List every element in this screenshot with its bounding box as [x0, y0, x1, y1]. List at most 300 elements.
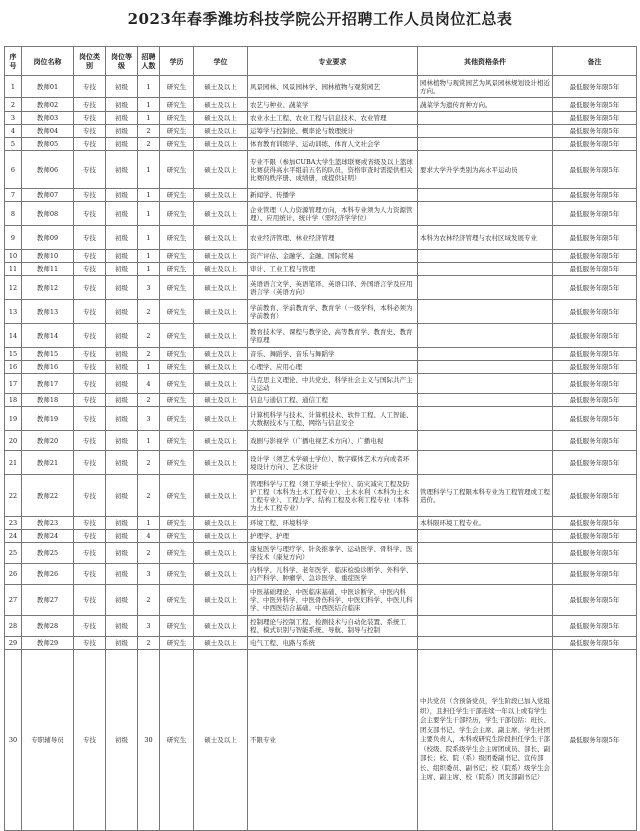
cell-count: 2 — [138, 451, 160, 475]
cell-position-level: 初级 — [106, 250, 138, 263]
cell-count: 1 — [138, 361, 160, 374]
cell-position-level: 初级 — [106, 530, 138, 543]
table-row — [5, 189, 637, 202]
cell-education: 研究生 — [160, 76, 194, 98]
cell-education: 研究生 — [160, 189, 194, 202]
cell-position-level: 初级 — [106, 189, 138, 202]
cell-other — [418, 300, 553, 324]
cell-no: 1 — [5, 76, 22, 98]
cell-education: 研究生 — [160, 431, 194, 451]
cell-major: 农艺与种业、蔬菜学 — [248, 98, 418, 112]
cell-position-name: 教师16 — [22, 361, 74, 374]
cell-major: 康复医学与理疗学、针灸推拿学、运动医学、骨科学、医学技术（康复方向） — [248, 543, 418, 564]
cell-count: 1 — [138, 76, 160, 98]
cell-no: 10 — [5, 250, 22, 263]
cell-other: 要求大学升学类别为高水平运动员 — [418, 151, 553, 189]
cell-position-name: 教师13 — [22, 300, 74, 324]
cell-no: 14 — [5, 324, 22, 348]
header-position-name: 岗位名称 — [22, 47, 74, 76]
cell-count: 1 — [138, 189, 160, 202]
cell-education: 研究生 — [160, 151, 194, 189]
cell-no: 30 — [5, 650, 22, 831]
cell-position-type: 专技 — [74, 475, 106, 517]
cell-degree: 硕士及以上 — [194, 564, 248, 585]
cell-count: 2 — [138, 637, 160, 650]
cell-note: 最低服务年限5年 — [553, 112, 637, 125]
header-degree: 学位 — [194, 47, 248, 76]
cell-position-level: 初级 — [106, 361, 138, 374]
cell-major: 戏剧与影视学（广播电视艺术方向）、广播电视 — [248, 431, 418, 451]
cell-position-level: 初级 — [106, 276, 138, 300]
cell-no: 2 — [5, 98, 22, 112]
header-count: 招聘人数 — [138, 47, 160, 76]
cell-degree: 硕士及以上 — [194, 348, 248, 361]
cell-position-name: 教师05 — [22, 138, 74, 151]
cell-note: 最低服务年限5年 — [553, 475, 637, 517]
cell-position-level: 初级 — [106, 348, 138, 361]
cell-degree: 硕士及以上 — [194, 276, 248, 300]
cell-degree: 硕士及以上 — [194, 543, 248, 564]
cell-note: 最低服务年限5年 — [553, 98, 637, 112]
table-row — [5, 431, 637, 451]
cell-position-type: 专技 — [74, 394, 106, 407]
cell-degree: 硕士及以上 — [194, 374, 248, 394]
cell-no: 12 — [5, 276, 22, 300]
cell-major: 信息与通信工程、通信工程 — [248, 394, 418, 407]
table-row — [5, 250, 637, 263]
cell-major: 运筹学与控制论、概率论与数理统计 — [248, 125, 418, 138]
cell-position-type: 专技 — [74, 637, 106, 650]
cell-other — [418, 543, 553, 564]
cell-position-type: 专技 — [74, 300, 106, 324]
cell-position-name: 教师10 — [22, 250, 74, 263]
cell-note: 最低服务年限5年 — [553, 451, 637, 475]
cell-major: 电气工程、电路与系统 — [248, 637, 418, 650]
cell-position-name: 教师21 — [22, 451, 74, 475]
cell-no: 17 — [5, 374, 22, 394]
cell-count: 2 — [138, 543, 160, 564]
cell-degree: 硕士及以上 — [194, 637, 248, 650]
cell-position-name: 专职辅导员 — [22, 650, 74, 831]
cell-position-type: 专技 — [74, 263, 106, 276]
cell-education: 研究生 — [160, 98, 194, 112]
cell-major: 审计、工业工程与管理 — [248, 263, 418, 276]
cell-education: 研究生 — [160, 407, 194, 431]
cell-count: 30 — [138, 650, 160, 831]
table-body — [5, 76, 637, 831]
cell-no: 15 — [5, 348, 22, 361]
cell-other — [418, 189, 553, 202]
cell-position-name: 教师23 — [22, 517, 74, 530]
cell-no: 26 — [5, 564, 22, 585]
cell-education: 研究生 — [160, 324, 194, 348]
cell-note: 最低服务年限5年 — [553, 585, 637, 616]
cell-other — [418, 250, 553, 263]
cell-count: 1 — [138, 226, 160, 250]
table-row — [5, 650, 637, 831]
cell-note: 最低服务年限5年 — [553, 616, 637, 637]
cell-position-type: 专技 — [74, 543, 106, 564]
cell-position-type: 专技 — [74, 407, 106, 431]
table-row — [5, 138, 637, 151]
header-no: 序号 — [5, 47, 22, 76]
cell-education: 研究生 — [160, 451, 194, 475]
cell-other: 本科为农林经济管理与农村区域发展专业 — [418, 226, 553, 250]
cell-position-name: 教师15 — [22, 348, 74, 361]
cell-position-level: 初级 — [106, 394, 138, 407]
cell-count: 3 — [138, 616, 160, 637]
cell-degree: 硕士及以上 — [194, 138, 248, 151]
cell-note: 最低服务年限5年 — [553, 125, 637, 138]
cell-degree: 硕士及以上 — [194, 616, 248, 637]
cell-other — [418, 125, 553, 138]
cell-position-type: 专技 — [74, 650, 106, 831]
cell-position-level: 初级 — [106, 564, 138, 585]
table-row — [5, 361, 637, 374]
cell-degree: 硕士及以上 — [194, 125, 248, 138]
cell-other — [418, 407, 553, 431]
cell-position-name: 教师04 — [22, 125, 74, 138]
table-row — [5, 394, 637, 407]
cell-degree: 硕士及以上 — [194, 475, 248, 517]
cell-other: 本科限环境工程专业。 — [418, 517, 553, 530]
cell-other — [418, 616, 553, 637]
cell-other — [418, 324, 553, 348]
cell-position-type: 专技 — [74, 202, 106, 226]
cell-degree: 硕士及以上 — [194, 98, 248, 112]
cell-major: 英语语言文学、英语笔译、英语口译、外国语言学及应用语言学（英语方向） — [248, 276, 418, 300]
cell-major: 农业经济管理、林业经济管理 — [248, 226, 418, 250]
cell-degree: 硕士及以上 — [194, 517, 248, 530]
table-row — [5, 451, 637, 475]
table-row — [5, 517, 637, 530]
cell-position-type: 专技 — [74, 112, 106, 125]
cell-other: 蔬菜学为遗传育种方向。 — [418, 98, 553, 112]
cell-note: 最低服务年限5年 — [553, 650, 637, 831]
cell-note: 最低服务年限5年 — [553, 226, 637, 250]
cell-no: 29 — [5, 637, 22, 650]
cell-other: 管理科学与工程限本科专业为工程管理或工程造价。 — [418, 475, 553, 517]
cell-count: 2 — [138, 125, 160, 138]
cell-count: 2 — [138, 348, 160, 361]
cell-major: 专业不限（参加CUBA大学生篮球联赛或省级及以上篮球比赛获得高水平组前五名的队员，资格审查时需提供相关比赛的秩序册、成绩册，或提供证明） — [248, 151, 418, 189]
cell-major: 体育教育训练学、运动训练、体育人文社会学 — [248, 138, 418, 151]
cell-major: 护理学、护理 — [248, 530, 418, 543]
cell-degree: 硕士及以上 — [194, 394, 248, 407]
cell-note: 最低服务年限5年 — [553, 517, 637, 530]
cell-no: 23 — [5, 517, 22, 530]
cell-education: 研究生 — [160, 226, 194, 250]
cell-other — [418, 564, 553, 585]
table-row — [5, 226, 637, 250]
cell-count: 1 — [138, 517, 160, 530]
cell-major: 控制理论与控制工程、检测技术与自动化装置、系统工程、模式识别与智能系统、导航、制导与控制 — [248, 616, 418, 637]
table-row — [5, 76, 637, 98]
cell-position-type: 专技 — [74, 585, 106, 616]
cell-degree: 硕士及以上 — [194, 76, 248, 98]
cell-education: 研究生 — [160, 543, 194, 564]
cell-position-name: 教师20 — [22, 431, 74, 451]
cell-no: 22 — [5, 475, 22, 517]
cell-count: 1 — [138, 98, 160, 112]
cell-count: 4 — [138, 374, 160, 394]
cell-note: 最低服务年限5年 — [553, 348, 637, 361]
cell-count: 2 — [138, 585, 160, 616]
cell-position-type: 专技 — [74, 226, 106, 250]
cell-degree: 硕士及以上 — [194, 650, 248, 831]
cell-no: 5 — [5, 138, 22, 151]
cell-education: 研究生 — [160, 616, 194, 637]
cell-degree: 硕士及以上 — [194, 202, 248, 226]
cell-major: 农业水土工程、农业工程与信息技术、农业管理 — [248, 112, 418, 125]
cell-no: 19 — [5, 407, 22, 431]
cell-degree: 硕士及以上 — [194, 431, 248, 451]
cell-other — [418, 361, 553, 374]
document-title: 2023年春季潍坊科技学院公开招聘工作人员岗位汇总表 — [127, 10, 513, 28]
cell-position-name: 教师11 — [22, 263, 74, 276]
cell-major: 心理学、应用心理 — [248, 361, 418, 374]
cell-position-type: 专技 — [74, 151, 106, 189]
cell-note: 最低服务年限5年 — [553, 300, 637, 324]
cell-count: 1 — [138, 202, 160, 226]
table-header-row — [5, 47, 637, 76]
cell-major: 新闻学、传播学 — [248, 189, 418, 202]
cell-position-level: 初级 — [106, 407, 138, 431]
cell-education: 研究生 — [160, 263, 194, 276]
cell-major: 中医基础理论、中医临床基础、中医诊断学、中医内科学、中医外科学、中医骨伤科学、中医妇科学、中医儿科学、中西医结合基础、中西医结合临床 — [248, 585, 418, 616]
cell-position-level: 初级 — [106, 374, 138, 394]
cell-major: 企业管理（人力资源管理方向，本科专业须为人力资源管理）、应用统计、统计学（需经济学学位） — [248, 202, 418, 226]
cell-other: 园林植物与观赏园艺为风景园林规划设计相近方向。 — [418, 76, 553, 98]
cell-position-name: 教师26 — [22, 564, 74, 585]
table-row — [5, 263, 637, 276]
cell-degree: 硕士及以上 — [194, 250, 248, 263]
cell-other — [418, 637, 553, 650]
cell-no: 18 — [5, 394, 22, 407]
cell-position-name: 教师12 — [22, 276, 74, 300]
cell-degree: 硕士及以上 — [194, 263, 248, 276]
cell-position-level: 初级 — [106, 125, 138, 138]
cell-position-type: 专技 — [74, 98, 106, 112]
cell-major: 教育技术学、课程与教学论、高等教育学、教育史、教育学原理 — [248, 324, 418, 348]
table-row — [5, 637, 637, 650]
cell-education: 研究生 — [160, 637, 194, 650]
cell-no: 4 — [5, 125, 22, 138]
cell-major: 不限专业 — [248, 650, 418, 831]
cell-major: 马克思主义理论、中共党史、科学社会主义与国际共产主义运动 — [248, 374, 418, 394]
cell-position-level: 初级 — [106, 112, 138, 125]
cell-count: 1 — [138, 431, 160, 451]
table-row — [5, 300, 637, 324]
cell-position-level: 初级 — [106, 517, 138, 530]
cell-education: 研究生 — [160, 517, 194, 530]
cell-position-name: 教师17 — [22, 374, 74, 394]
cell-other — [418, 276, 553, 300]
table-row — [5, 564, 637, 585]
cell-education: 研究生 — [160, 361, 194, 374]
cell-position-type: 专技 — [74, 138, 106, 151]
table-row — [5, 475, 637, 517]
cell-education: 研究生 — [160, 300, 194, 324]
cell-no: 6 — [5, 151, 22, 189]
cell-note: 最低服务年限5年 — [553, 276, 637, 300]
cell-education: 研究生 — [160, 394, 194, 407]
cell-count: 2 — [138, 324, 160, 348]
cell-position-name: 教师25 — [22, 543, 74, 564]
cell-other — [418, 348, 553, 361]
cell-note: 最低服务年限5年 — [553, 637, 637, 650]
cell-note: 最低服务年限5年 — [553, 76, 637, 98]
cell-position-type: 专技 — [74, 564, 106, 585]
cell-education: 研究生 — [160, 374, 194, 394]
cell-education: 研究生 — [160, 138, 194, 151]
table-row — [5, 407, 637, 431]
cell-no: 20 — [5, 431, 22, 451]
cell-no: 16 — [5, 361, 22, 374]
cell-position-level: 初级 — [106, 300, 138, 324]
cell-education: 研究生 — [160, 125, 194, 138]
cell-major: 风景园林、风景园林学、园林植物与观赏园艺 — [248, 76, 418, 98]
cell-note: 最低服务年限5年 — [553, 564, 637, 585]
table-row — [5, 276, 637, 300]
cell-position-type: 专技 — [74, 616, 106, 637]
cell-degree: 硕士及以上 — [194, 189, 248, 202]
cell-position-name: 教师24 — [22, 530, 74, 543]
cell-position-type: 专技 — [74, 324, 106, 348]
cell-education: 研究生 — [160, 112, 194, 125]
cell-position-level: 初级 — [106, 76, 138, 98]
cell-education: 研究生 — [160, 530, 194, 543]
cell-position-name: 教师08 — [22, 202, 74, 226]
header-position-level: 岗位等级 — [106, 47, 138, 76]
cell-education: 研究生 — [160, 585, 194, 616]
cell-other: 中共党员（含预备党员，学生阶段已加入党组织），且担任学生干部连续一年以上或有学生会主要学生干部经历，学生干部包括：班长、团支部书记、学生会主席、副主席、学生社团主要负责人，本科或研究生阶段担任学生干部（校级、院系级学生会主席团成员、部长、副部长；校、院（系）级团委副书记、宣传部长、组织委员、副书记；校（院系）级学生会主席、副主席、校（院系）团支部副书记） — [418, 650, 553, 831]
cell-major: 音乐、舞蹈学、音乐与舞蹈学 — [248, 348, 418, 361]
cell-position-level: 初级 — [106, 543, 138, 564]
cell-position-type: 专技 — [74, 189, 106, 202]
table-row — [5, 530, 637, 543]
header-position-type: 岗位类别 — [74, 47, 106, 76]
cell-major: 环境工程、环境科学 — [248, 517, 418, 530]
cell-position-name: 教师09 — [22, 226, 74, 250]
cell-position-name: 教师27 — [22, 585, 74, 616]
cell-education: 研究生 — [160, 276, 194, 300]
cell-major: 管理科学与工程（须工学硕士学位）、防灾减灾工程及防护工程（本科为土木工程专业）、土木水利（本科为土木工程专业）、工程力学、结构工程及水利工程专业（本科为土木工程专业） — [248, 475, 418, 517]
cell-position-level: 初级 — [106, 263, 138, 276]
cell-note: 最低服务年限5年 — [553, 361, 637, 374]
cell-no: 25 — [5, 543, 22, 564]
cell-major: 设计学（须艺术学硕士学位）、数字媒体艺术方向或者环境设计方向）、艺术设计 — [248, 451, 418, 475]
cell-position-level: 初级 — [106, 616, 138, 637]
cell-education: 研究生 — [160, 475, 194, 517]
table-row — [5, 98, 637, 112]
cell-position-type: 专技 — [74, 250, 106, 263]
cell-no: 7 — [5, 189, 22, 202]
cell-position-level: 初级 — [106, 151, 138, 189]
cell-note: 最低服务年限5年 — [553, 324, 637, 348]
cell-education: 研究生 — [160, 650, 194, 831]
cell-count: 1 — [138, 151, 160, 189]
cell-count: 3 — [138, 407, 160, 431]
cell-position-level: 初级 — [106, 202, 138, 226]
cell-note: 最低服务年限5年 — [553, 374, 637, 394]
cell-count: 2 — [138, 394, 160, 407]
cell-position-level: 初级 — [106, 650, 138, 831]
header-major: 专业要求 — [248, 47, 418, 76]
cell-position-name: 教师29 — [22, 637, 74, 650]
cell-no: 11 — [5, 263, 22, 276]
cell-count: 2 — [138, 138, 160, 151]
cell-education: 研究生 — [160, 202, 194, 226]
table-row — [5, 151, 637, 189]
cell-education: 研究生 — [160, 348, 194, 361]
cell-other — [418, 431, 553, 451]
cell-no: 27 — [5, 585, 22, 616]
cell-major: 资产评估、金融学、金融、国际贸易 — [248, 250, 418, 263]
cell-position-name: 教师06 — [22, 151, 74, 189]
cell-major: 计算机科学与技术、计算机技术、软件工程、人工智能、大数据技术与工程、网络与信息安全 — [248, 407, 418, 431]
cell-note: 最低服务年限5年 — [553, 530, 637, 543]
cell-count: 3 — [138, 564, 160, 585]
cell-note: 最低服务年限5年 — [553, 138, 637, 151]
table-row — [5, 616, 637, 637]
cell-position-level: 初级 — [106, 451, 138, 475]
cell-education: 研究生 — [160, 564, 194, 585]
cell-count: 1 — [138, 112, 160, 125]
cell-note: 最低服务年限5年 — [553, 407, 637, 431]
cell-position-name: 教师22 — [22, 475, 74, 517]
cell-position-type: 专技 — [74, 530, 106, 543]
cell-other — [418, 112, 553, 125]
cell-position-level: 初级 — [106, 138, 138, 151]
table-row — [5, 112, 637, 125]
table-row — [5, 585, 637, 616]
cell-count: 4 — [138, 530, 160, 543]
cell-position-type: 专技 — [74, 431, 106, 451]
cell-position-type: 专技 — [74, 125, 106, 138]
cell-count: 1 — [138, 263, 160, 276]
cell-degree: 硕士及以上 — [194, 151, 248, 189]
table-row — [5, 543, 637, 564]
table-row — [5, 202, 637, 226]
cell-no: 9 — [5, 226, 22, 250]
cell-position-name: 教师18 — [22, 394, 74, 407]
cell-major: 内科学、儿科学、老年医学、临床检验诊断学、外科学、妇产科学、肿瘤学、急诊医学、重症医学 — [248, 564, 418, 585]
cell-degree: 硕士及以上 — [194, 530, 248, 543]
cell-note: 最低服务年限5年 — [553, 431, 637, 451]
cell-degree: 硕士及以上 — [194, 324, 248, 348]
cell-no: 13 — [5, 300, 22, 324]
cell-position-type: 专技 — [74, 276, 106, 300]
header-other: 其他资格条件 — [418, 47, 553, 76]
cell-position-type: 专技 — [74, 76, 106, 98]
cell-degree: 硕士及以上 — [194, 112, 248, 125]
cell-note: 最低服务年限5年 — [553, 263, 637, 276]
cell-position-level: 初级 — [106, 226, 138, 250]
table-row — [5, 324, 637, 348]
cell-count: 1 — [138, 250, 160, 263]
cell-degree: 硕士及以上 — [194, 451, 248, 475]
cell-position-name: 教师14 — [22, 324, 74, 348]
cell-degree: 硕士及以上 — [194, 226, 248, 250]
cell-other — [418, 138, 553, 151]
cell-count: 2 — [138, 300, 160, 324]
cell-degree: 硕士及以上 — [194, 407, 248, 431]
cell-note: 最低服务年限5年 — [553, 202, 637, 226]
cell-position-name: 教师07 — [22, 189, 74, 202]
cell-other — [418, 263, 553, 276]
cell-position-type: 专技 — [74, 451, 106, 475]
